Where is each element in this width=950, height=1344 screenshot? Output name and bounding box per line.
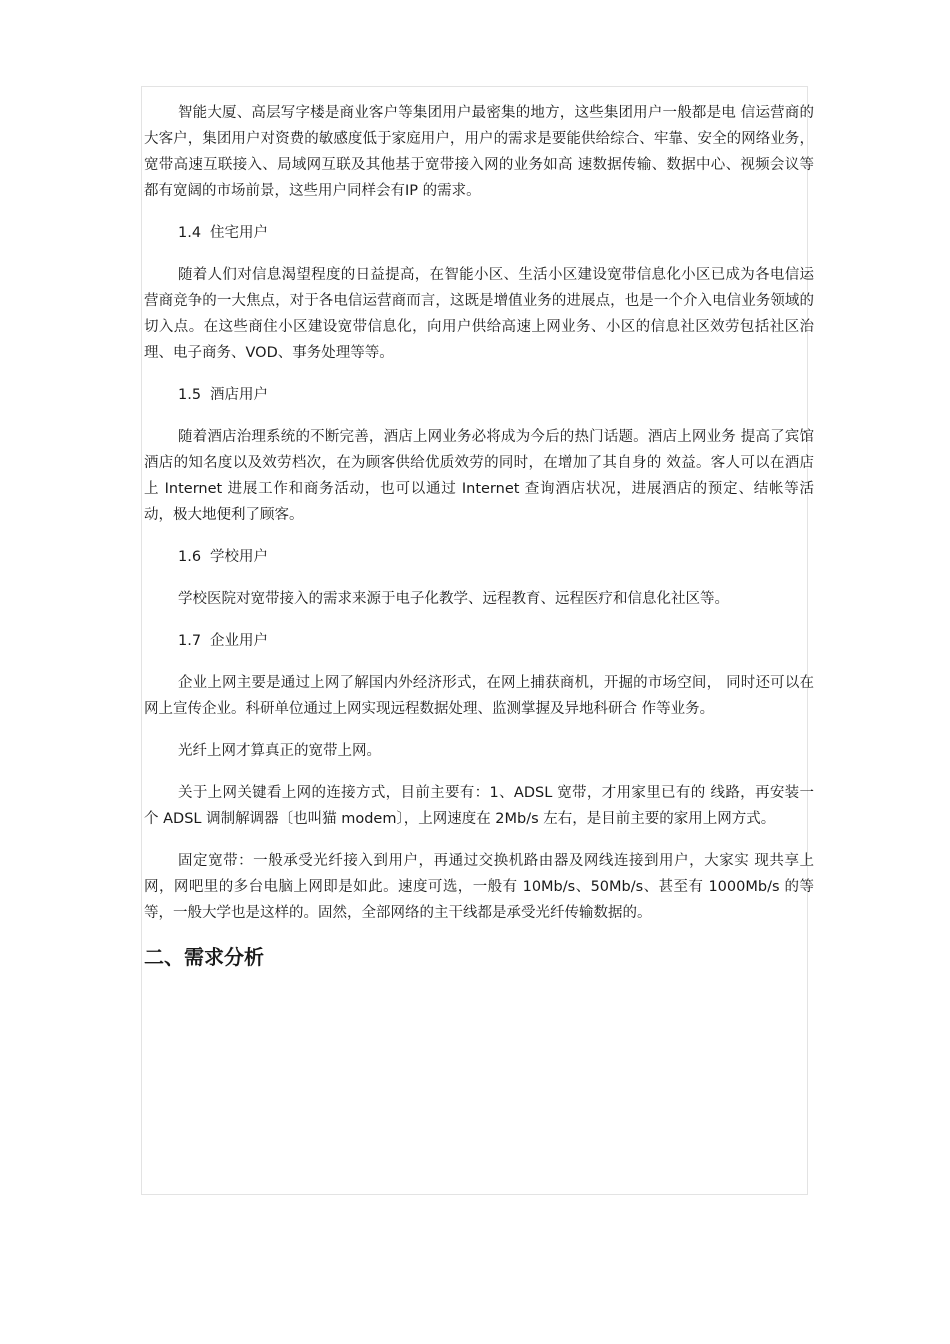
- heading-hotel-users: [144, 382, 814, 408]
- heading-number: 1.5: [178, 387, 202, 403]
- heading-number: 1.6: [178, 549, 202, 565]
- heading-number: 1.7: [178, 633, 202, 649]
- heading-text: 学校用户: [210, 549, 268, 565]
- heading-text: 酒店用户: [210, 387, 268, 403]
- paragraph-adsl: 关于上网关键看上网的连接方式，目前主要有：1、ADSL 宽带，才用家里已有的 线路，再安装一个 ADSL 调制解调器〔也叫猫 modem〕，上网速度在 2Mb/s 左右，是目前主要的家用上网方式。: [144, 785, 814, 827]
- paragraph-fixed-broadband: 固定宽带：一般承受光纤接入到用户，再通过交换机路由器及网线连接到用户，大家实 现共享上网，网吧里的多台电脑上网即是如此。速度可选，一般有 10Mb/s、50Mb/s、甚至有 1000Mb/s 的等等，一般大学也是这样的。固然，全部网络的主干线都是承受光纤传输数据的。: [144, 853, 814, 921]
- heading-text: 住宅用户: [210, 225, 268, 241]
- paragraph-commercial-users: 智能大厦、高层写字楼是商业客户等集团用户最密集的地方，这些集团用户一般都是电 信运营商的大客户，集团用户对资费的敏感度低于家庭用户，用户的需求是要能供给综合、牢靠、安全的网络业务，宽带高速互联接入、局域网互联及其他基于宽带接入网的业务如高 速数据传输、数据中心、视频会议等都有宽阔的市场前景，这些用户同样会有IP 的需求。: [144, 105, 814, 199]
- section-title-requirements-analysis: 二、需求分析: [144, 945, 264, 969]
- paragraph-enterprise-users: 企业上网主要是通过上网了解国内外经济形式，在网上捕获商机，开掘的市场空间， 同时还可以在网上宣传企业。科研单位通过上网实现远程数据处理、监测掌握及异地科研合 作等业务。: [144, 675, 814, 717]
- paragraph-hotel-users: 随着酒店治理系统的不断完善，酒店上网业务必将成为今后的热门话题。酒店上网业务 提高了宾馆酒店的知名度以及效劳档次，在为顾客供给优质效劳的同时，在增加了其自身的 效益。客人可以在酒店上 Internet 进展工作和商务活动，也可以通过 Internet 查询酒店状况，进展酒店的预定、结帐等活动，极大地便利了顾客。: [144, 429, 814, 523]
- paragraph-residential-users: 随着人们对信息渴望程度的日益提高，在智能小区、生活小区建设宽带信息化小区已成为各电信运营商竞争的一大焦点，对于各电信运营商而言，这既是增值业务的进展点，也是一个介入电信业务领域的切入点。在这些商住小区建设宽带信息化，向用户供给高速上网业务、小区的信息社区效劳包括社区治理、电子商务、VOD、事务处理等等。: [144, 267, 814, 361]
- paragraph-fiber-broadband: 光纤上网才算真正的宽带上网。: [178, 743, 381, 759]
- heading-enterprise-users: [144, 628, 814, 654]
- paragraph-school-users: 学校医院对宽带接入的需求来源于电子化教学、远程教育、远程医疗和信息化社区等。: [178, 591, 729, 607]
- heading-school-users: [144, 544, 814, 570]
- heading-number: 1.4: [178, 225, 202, 241]
- heading-residential-users: [144, 220, 814, 246]
- document-body: [144, 100, 814, 972]
- heading-text: 企业用户: [210, 633, 268, 649]
